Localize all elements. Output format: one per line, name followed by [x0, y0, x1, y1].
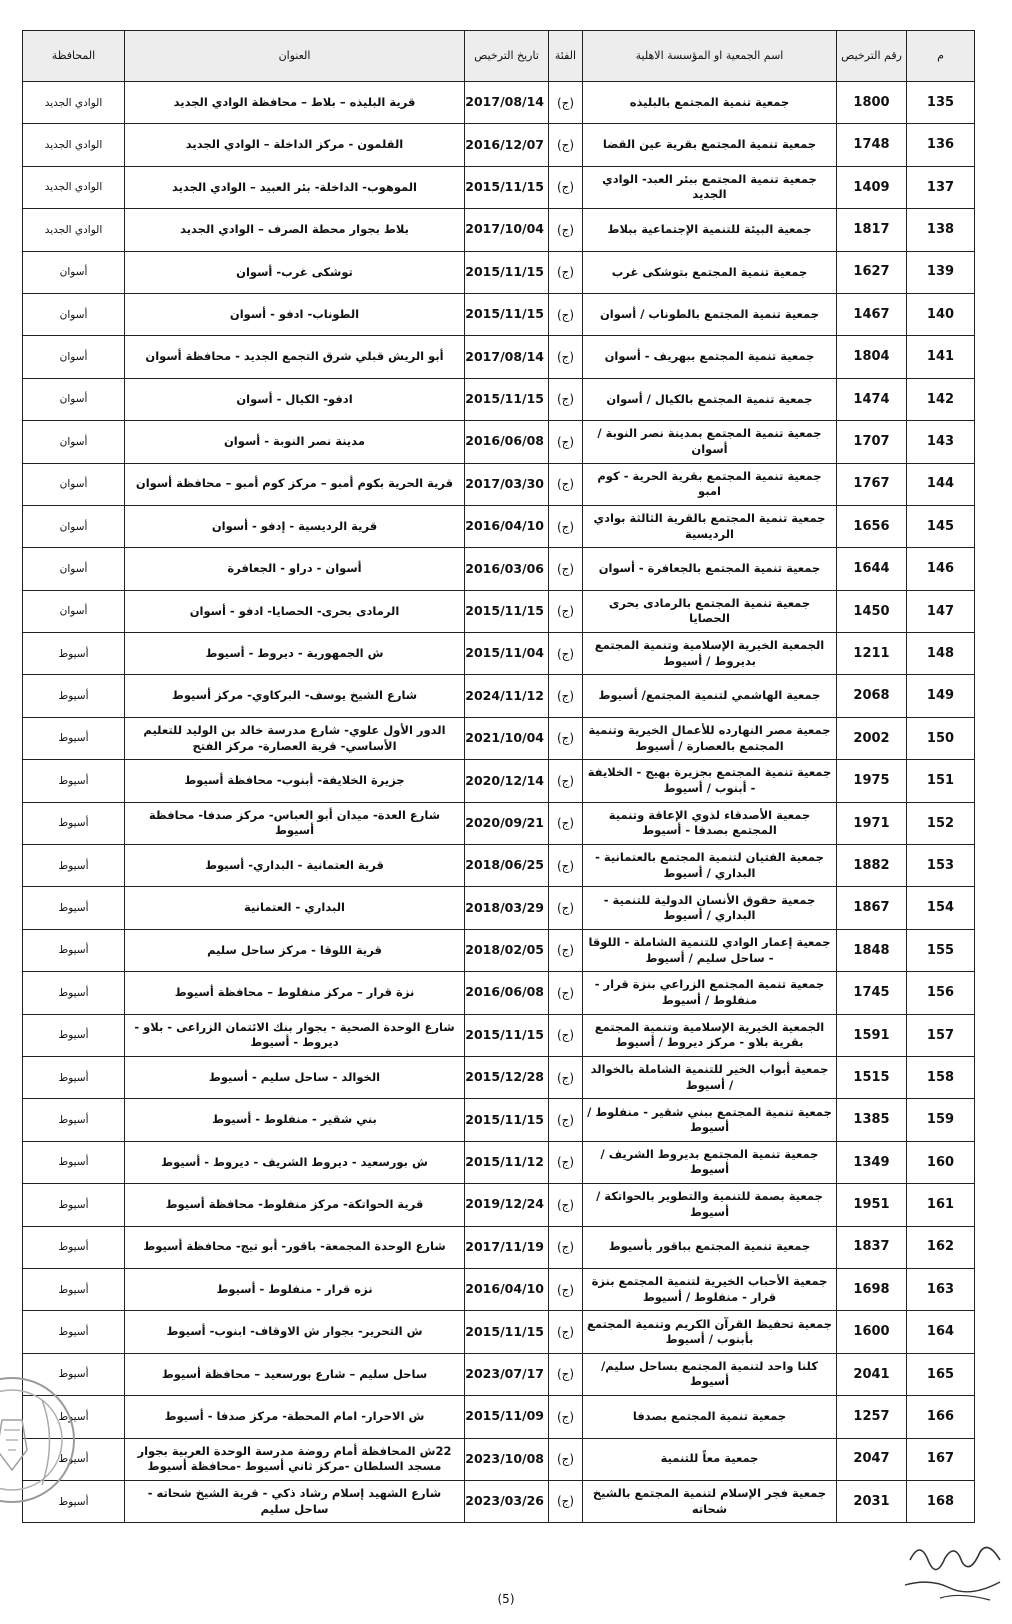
governorate-cell: أسيوط: [23, 1311, 125, 1353]
row-number-cell: 161: [907, 1184, 975, 1226]
license-number-cell: 1817: [837, 209, 907, 251]
address-cell: قرية العتمانية - البداري- أسيوط: [125, 845, 465, 887]
association-name-cell: جمعية تنمية المجتمع بمدينة نصر النوبة / أسوان: [583, 421, 837, 463]
header-governorate: المحافظة: [23, 31, 125, 82]
table-row: [23, 548, 975, 590]
license-date-cell: 2018/06/25: [465, 845, 549, 887]
association-name-cell: جمعية تنمية المجتمع ببني شقير - منفلوط / أسيوط: [583, 1099, 837, 1141]
table-row: [23, 1438, 975, 1480]
table-row: [23, 463, 975, 505]
category-cell: (ج): [549, 1141, 583, 1183]
governorate-cell: أسيوط: [23, 633, 125, 675]
header-num: م: [907, 31, 975, 82]
category-cell: (ج): [549, 124, 583, 166]
table-row: [23, 378, 975, 420]
license-number-cell: 1257: [837, 1396, 907, 1438]
row-number-cell: 153: [907, 845, 975, 887]
table-body: [23, 82, 975, 1523]
license-number-cell: 1804: [837, 336, 907, 378]
association-name-cell: جمعية تحفيظ القرآن الكريم وتنمية المجتمع بأبنوب / أسيوط: [583, 1311, 837, 1353]
row-number-cell: 164: [907, 1311, 975, 1353]
governorate-cell: أسوان: [23, 505, 125, 547]
governorate-cell: أسيوط: [23, 929, 125, 971]
license-date-cell: 2023/03/26: [465, 1480, 549, 1522]
row-number-cell: 165: [907, 1353, 975, 1395]
category-cell: (ج): [549, 1396, 583, 1438]
address-cell: قرية اللوقا - مركز ساحل سليم: [125, 929, 465, 971]
address-cell: 22ش المحافظة أمام روضة مدرسة الوحدة العربية بجوار مسجد السلطان -مركز ثاني أسيوط -محافظة أسيوط: [125, 1438, 465, 1480]
address-cell: الموهوب- الداخلة- بئر العبيد – الوادي الجديد: [125, 166, 465, 208]
association-name-cell: جمعية تنمية المجتمع بالرمادى بحرى الحصايا: [583, 590, 837, 632]
table-row: [23, 717, 975, 759]
association-name-cell: جمعية مصر النهارده للأعمال الخيرية وتنمية المجتمع بالعصارة / أسيوط: [583, 717, 837, 759]
governorate-cell: أسوان: [23, 548, 125, 590]
license-date-cell: 2015/11/15: [465, 251, 549, 293]
governorate-cell: أسوان: [23, 463, 125, 505]
address-cell: أسوان - دراو - الجعافرة: [125, 548, 465, 590]
table-row: [23, 1141, 975, 1183]
license-number-cell: 1971: [837, 802, 907, 844]
address-cell: شارع الوحدة المجمعة- باقور- أبو تيج- محافظة أسيوط: [125, 1226, 465, 1268]
license-number-cell: 1767: [837, 463, 907, 505]
category-cell: (ج): [549, 1226, 583, 1268]
category-cell: (ج): [549, 1099, 583, 1141]
category-cell: (ج): [549, 590, 583, 632]
license-number-cell: 1600: [837, 1311, 907, 1353]
address-cell: توشكى غرب- أسوان: [125, 251, 465, 293]
table-row: [23, 760, 975, 802]
table-row: [23, 505, 975, 547]
header-date: تاريخ الترخيص: [465, 31, 549, 82]
license-date-cell: 2017/08/14: [465, 336, 549, 378]
table-row: [23, 929, 975, 971]
row-number-cell: 150: [907, 717, 975, 759]
address-cell: الطوناب- ادفو - أسوان: [125, 293, 465, 335]
governorate-cell: أسيوط: [23, 1184, 125, 1226]
license-date-cell: 2015/11/15: [465, 378, 549, 420]
row-number-cell: 149: [907, 675, 975, 717]
page-number: (5): [497, 1592, 515, 1606]
license-number-cell: 1409: [837, 166, 907, 208]
table-row: [23, 845, 975, 887]
table-row: [23, 1353, 975, 1395]
license-date-cell: 2015/11/09: [465, 1396, 549, 1438]
license-number-cell: 1450: [837, 590, 907, 632]
license-number-cell: 2002: [837, 717, 907, 759]
address-cell: قرية الرديسية - إدفو - أسوان: [125, 505, 465, 547]
license-number-cell: 1848: [837, 929, 907, 971]
license-date-cell: 2015/11/12: [465, 1141, 549, 1183]
table-row: [23, 633, 975, 675]
row-number-cell: 157: [907, 1014, 975, 1056]
category-cell: (ج): [549, 675, 583, 717]
governorate-cell: أسيوط: [23, 887, 125, 929]
row-number-cell: 167: [907, 1438, 975, 1480]
header-category: الفئة: [549, 31, 583, 82]
association-name-cell: جمعية تنمية المجتمع بديروط الشريف / أسيوط: [583, 1141, 837, 1183]
governorate-cell: أسوان: [23, 251, 125, 293]
license-date-cell: 2015/11/15: [465, 1014, 549, 1056]
association-name-cell: جمعية إعمار الوادي للتنمية الشاملة - اللوقا - ساحل سليم / أسيوط: [583, 929, 837, 971]
table-row: [23, 802, 975, 844]
address-cell: بني شقير - منفلوط - أسيوط: [125, 1099, 465, 1141]
governorate-cell: الوادي الجديد: [23, 166, 125, 208]
row-number-cell: 158: [907, 1056, 975, 1098]
row-number-cell: 151: [907, 760, 975, 802]
license-number-cell: 1467: [837, 293, 907, 335]
category-cell: (ج): [549, 1014, 583, 1056]
license-number-cell: 1800: [837, 82, 907, 124]
row-number-cell: 147: [907, 590, 975, 632]
license-date-cell: 2016/03/06: [465, 548, 549, 590]
license-number-cell: 1591: [837, 1014, 907, 1056]
table-row: [23, 293, 975, 335]
license-date-cell: 2024/11/12: [465, 675, 549, 717]
association-name-cell: جمعية تنمية المجتمع بالقرية الثالثة بوادي الرديسية: [583, 505, 837, 547]
governorate-cell: أسوان: [23, 421, 125, 463]
table-row: [23, 1268, 975, 1310]
license-date-cell: 2023/07/17: [465, 1353, 549, 1395]
license-number-cell: 1867: [837, 887, 907, 929]
license-number-cell: 1515: [837, 1056, 907, 1098]
association-name-cell: الجمعية الخيرية الإسلامية وتنمية المجتمع بقرية بلاو - مركز ديروط / أسيوط: [583, 1014, 837, 1056]
row-number-cell: 154: [907, 887, 975, 929]
category-cell: (ج): [549, 633, 583, 675]
license-number-cell: 2031: [837, 1480, 907, 1522]
header-name: اسم الجمعية او المؤسسة الاهلية: [583, 31, 837, 82]
license-number-cell: 1349: [837, 1141, 907, 1183]
license-date-cell: 2021/10/04: [465, 717, 549, 759]
table-row: [23, 421, 975, 463]
row-number-cell: 168: [907, 1480, 975, 1522]
address-cell: نزه قرار - منفلوط - أسيوط: [125, 1268, 465, 1310]
association-name-cell: جمعية تنمية المجتمع ببئر العبد- الوادي الجديد: [583, 166, 837, 208]
association-name-cell: جمعية الهاشمي لتنمية المجتمع/ أسيوط: [583, 675, 837, 717]
address-cell: بلاط بجوار محطة الصرف – الوادي الجديد: [125, 209, 465, 251]
category-cell: (ج): [549, 760, 583, 802]
header-license-no: رقم الترخيص: [837, 31, 907, 82]
license-date-cell: 2015/11/15: [465, 590, 549, 632]
association-name-cell: جمعية تنمية المجتمع بتوشكى غرب: [583, 251, 837, 293]
association-name-cell: جمعية تنمية المجتمع بالجعافرة - أسوان: [583, 548, 837, 590]
category-cell: (ج): [549, 463, 583, 505]
license-date-cell: 2019/12/24: [465, 1184, 549, 1226]
license-date-cell: 2018/02/05: [465, 929, 549, 971]
governorate-cell: أسوان: [23, 293, 125, 335]
category-cell: (ج): [549, 1438, 583, 1480]
license-date-cell: 2015/11/15: [465, 293, 549, 335]
license-number-cell: 1656: [837, 505, 907, 547]
license-number-cell: 1627: [837, 251, 907, 293]
license-date-cell: 2016/04/10: [465, 1268, 549, 1310]
address-cell: نزة قرار – مركز منفلوط – محافظة أسيوط: [125, 972, 465, 1014]
official-stamp: [0, 1360, 82, 1520]
license-date-cell: 2017/08/14: [465, 82, 549, 124]
row-number-cell: 163: [907, 1268, 975, 1310]
association-name-cell: جمعية البيئة للتنمية الإجتماعية ببلاط: [583, 209, 837, 251]
category-cell: (ج): [549, 1056, 583, 1098]
association-name-cell: جمعية تنمية المجتمع بقرية الحرية - كوم امبو: [583, 463, 837, 505]
address-cell: ش الجمهورية - ديروط - أسيوط: [125, 633, 465, 675]
category-cell: (ج): [549, 972, 583, 1014]
governorate-cell: أسيوط: [23, 1056, 125, 1098]
license-date-cell: 2015/11/15: [465, 1311, 549, 1353]
category-cell: (ج): [549, 82, 583, 124]
table-row: [23, 166, 975, 208]
category-cell: (ج): [549, 293, 583, 335]
category-cell: (ج): [549, 802, 583, 844]
license-date-cell: 2016/06/08: [465, 972, 549, 1014]
association-name-cell: جمعية بصمة للتنمية والتطوير بالحواتكة / أسيوط: [583, 1184, 837, 1226]
governorate-cell: أسيوط: [23, 1226, 125, 1268]
category-cell: (ج): [549, 505, 583, 547]
table-row: [23, 1396, 975, 1438]
governorate-cell: أسيوط: [23, 760, 125, 802]
row-number-cell: 166: [907, 1396, 975, 1438]
license-date-cell: 2017/10/04: [465, 209, 549, 251]
row-number-cell: 152: [907, 802, 975, 844]
row-number-cell: 155: [907, 929, 975, 971]
license-number-cell: 1698: [837, 1268, 907, 1310]
category-cell: (ج): [549, 1480, 583, 1522]
table-row: [23, 1226, 975, 1268]
table-row: [23, 251, 975, 293]
address-cell: ش الاحرار- امام المحطة- مركز صدفا - أسيوط: [125, 1396, 465, 1438]
address-cell: القلمون - مركز الداخلة – الوادي الجديد: [125, 124, 465, 166]
table-row: [23, 1014, 975, 1056]
address-cell: ش بورسعيد - ديروط الشريف - ديروط - أسيوط: [125, 1141, 465, 1183]
association-name-cell: الجمعية الخيرية الإسلامية وتنمية المجتمع بديروط / أسيوط: [583, 633, 837, 675]
address-cell: أبو الريش قبلي شرق التجمع الجديد - محافظة أسوان: [125, 336, 465, 378]
license-number-cell: 1951: [837, 1184, 907, 1226]
address-cell: قرية الحرية بكوم أمبو – مركز كوم أمبو – محافظة أسوان: [125, 463, 465, 505]
license-number-cell: 1211: [837, 633, 907, 675]
license-number-cell: 1882: [837, 845, 907, 887]
governorate-cell: أسيوط: [23, 1480, 125, 1522]
license-date-cell: 2017/11/19: [465, 1226, 549, 1268]
registry-table: [22, 30, 975, 1523]
table-row: [23, 887, 975, 929]
association-name-cell: كلنا واحد لتنمية المجتمع بساحل سليم/ أسيوط: [583, 1353, 837, 1395]
license-number-cell: 1975: [837, 760, 907, 802]
address-cell: ش التحرير- بجوار ش الاوقاف- ابنوب- أسيوط: [125, 1311, 465, 1353]
governorate-cell: أسيوط: [23, 1268, 125, 1310]
association-name-cell: جمعية تنمية المجتمع بالبليذه: [583, 82, 837, 124]
address-cell: شارع الشيخ يوسف- البركاوي- مركز أسيوط: [125, 675, 465, 717]
association-name-cell: جمعية تنمية المجتمع بصدفا: [583, 1396, 837, 1438]
row-number-cell: 160: [907, 1141, 975, 1183]
row-number-cell: 144: [907, 463, 975, 505]
association-name-cell: جمعية فجر الإسلام لتنمية المجتمع بالشيخ شحاته: [583, 1480, 837, 1522]
governorate-cell: أسيوط: [23, 675, 125, 717]
table-row: [23, 1056, 975, 1098]
row-number-cell: 138: [907, 209, 975, 251]
governorate-cell: أسيوط: [23, 845, 125, 887]
address-cell: قرية البليذه – بلاط – محافظة الوادي الجديد: [125, 82, 465, 124]
association-name-cell: جمعية تنمية المجتمع بجزيرة بهيج - الخلايفة - أبنوب / أسيوط: [583, 760, 837, 802]
category-cell: (ج): [549, 1268, 583, 1310]
governorate-cell: أسيوط: [23, 802, 125, 844]
address-cell: ادفو- الكيال - أسوان: [125, 378, 465, 420]
license-date-cell: 2016/12/07: [465, 124, 549, 166]
table-row: [23, 209, 975, 251]
table-row: [23, 972, 975, 1014]
category-cell: (ج): [549, 845, 583, 887]
governorate-cell: أسوان: [23, 336, 125, 378]
license-date-cell: 2020/09/21: [465, 802, 549, 844]
category-cell: (ج): [549, 251, 583, 293]
row-number-cell: 136: [907, 124, 975, 166]
license-date-cell: 2015/11/15: [465, 166, 549, 208]
address-cell: البداري - العتمانية: [125, 887, 465, 929]
governorate-cell: أسيوط: [23, 1099, 125, 1141]
table-row: [23, 82, 975, 124]
governorate-cell: أسيوط: [23, 717, 125, 759]
table-row: [23, 1099, 975, 1141]
association-name-cell: جمعية حقوق الأنسان الدولية للتنمية - البداري / أسيوط: [583, 887, 837, 929]
association-name-cell: جمعية الأحباب الخيرية لتنمية المجتمع بنزة قرار - منفلوط / أسيوط: [583, 1268, 837, 1310]
address-cell: قرية الحواتكة- مركز منفلوط- محافظة أسيوط: [125, 1184, 465, 1226]
category-cell: (ج): [549, 887, 583, 929]
association-name-cell: جمعية تنمية المجتمع بالكيال / أسوان: [583, 378, 837, 420]
row-number-cell: 148: [907, 633, 975, 675]
license-number-cell: 2068: [837, 675, 907, 717]
table-row: [23, 675, 975, 717]
address-cell: ساحل سليم – شارع بورسعيد – محافظة أسيوط: [125, 1353, 465, 1395]
header-address: العنوان: [125, 31, 465, 82]
association-name-cell: جمعية تنمية المجتمع الزراعي بنزة قرار - منفلوط / أسيوط: [583, 972, 837, 1014]
association-name-cell: جمعية تنمية المجتمع بالطوناب / أسوان: [583, 293, 837, 335]
license-number-cell: 1385: [837, 1099, 907, 1141]
license-number-cell: 1707: [837, 421, 907, 463]
association-name-cell: جمعية أبواب الخير للتنمية الشاملة بالخوالد / أسيوط: [583, 1056, 837, 1098]
row-number-cell: 156: [907, 972, 975, 1014]
governorate-cell: أسيوط: [23, 1141, 125, 1183]
association-name-cell: جمعية الفتيان لتنمية المجتمع بالعتمانية - البداري / أسيوط: [583, 845, 837, 887]
license-number-cell: 2047: [837, 1438, 907, 1480]
category-cell: (ج): [549, 717, 583, 759]
license-number-cell: 1474: [837, 378, 907, 420]
governorate-cell: أسيوط: [23, 972, 125, 1014]
license-date-cell: 2015/11/04: [465, 633, 549, 675]
row-number-cell: 135: [907, 82, 975, 124]
table-row: [23, 1480, 975, 1522]
category-cell: (ج): [549, 336, 583, 378]
governorate-cell: الوادي الجديد: [23, 82, 125, 124]
row-number-cell: 146: [907, 548, 975, 590]
governorate-cell: الوادي الجديد: [23, 124, 125, 166]
license-number-cell: 1837: [837, 1226, 907, 1268]
license-date-cell: 2016/06/08: [465, 421, 549, 463]
address-cell: شارع العدة- ميدان أبو العباس- مركز صدفا- محافظة أسيوط: [125, 802, 465, 844]
governorate-cell: أسيوط: [23, 1438, 125, 1480]
table-row: [23, 590, 975, 632]
governorate-cell: أسيوط: [23, 1396, 125, 1438]
license-number-cell: 2041: [837, 1353, 907, 1395]
table-row: [23, 1184, 975, 1226]
row-number-cell: 140: [907, 293, 975, 335]
governorate-cell: أسوان: [23, 378, 125, 420]
category-cell: (ج): [549, 548, 583, 590]
category-cell: (ج): [549, 1353, 583, 1395]
license-number-cell: 1745: [837, 972, 907, 1014]
category-cell: (ج): [549, 209, 583, 251]
category-cell: (ج): [549, 1184, 583, 1226]
association-name-cell: جمعية تنمية المجتمع بباقور بأسيوط: [583, 1226, 837, 1268]
license-date-cell: 2017/03/30: [465, 463, 549, 505]
license-date-cell: 2016/04/10: [465, 505, 549, 547]
governorate-cell: أسيوط: [23, 1353, 125, 1395]
association-name-cell: جمعية معاً للتنمية: [583, 1438, 837, 1480]
row-number-cell: 159: [907, 1099, 975, 1141]
address-cell: الرمادى بحرى- الحصايا- ادفو - أسوان: [125, 590, 465, 632]
row-number-cell: 162: [907, 1226, 975, 1268]
row-number-cell: 142: [907, 378, 975, 420]
license-number-cell: 1748: [837, 124, 907, 166]
address-cell: الخوالد - ساحل سليم - أسيوط: [125, 1056, 465, 1098]
governorate-cell: الوادي الجديد: [23, 209, 125, 251]
association-name-cell: جمعية تنمية المجتمع ببهريف - أسوان: [583, 336, 837, 378]
license-number-cell: 1644: [837, 548, 907, 590]
association-name-cell: جمعية تنمية المجتمع بقرية عين القضا: [583, 124, 837, 166]
address-cell: شارع الوحدة الصحية - بجوار بنك الائتمان الزراعى - بلاو - ديروط - أسيوط: [125, 1014, 465, 1056]
address-cell: شارع الشهيد إسلام رشاد ذكي - قرية الشيخ شحاته - ساحل سليم: [125, 1480, 465, 1522]
license-date-cell: 2020/12/14: [465, 760, 549, 802]
row-number-cell: 137: [907, 166, 975, 208]
row-number-cell: 141: [907, 336, 975, 378]
category-cell: (ج): [549, 1311, 583, 1353]
license-date-cell: 2015/11/15: [465, 1099, 549, 1141]
category-cell: (ج): [549, 929, 583, 971]
license-date-cell: 2015/12/28: [465, 1056, 549, 1098]
license-date-cell: 2023/10/08: [465, 1438, 549, 1480]
table-row: [23, 1311, 975, 1353]
row-number-cell: 143: [907, 421, 975, 463]
address-cell: مدينة نصر النوبة - أسوان: [125, 421, 465, 463]
table-row: [23, 124, 975, 166]
address-cell: الدور الأول علوي- شارع مدرسة خالد بن الوليد للتعليم الأساسي- قرية العصارة- مركز الفتح: [125, 717, 465, 759]
category-cell: (ج): [549, 378, 583, 420]
table-row: [23, 336, 975, 378]
category-cell: (ج): [549, 166, 583, 208]
category-cell: (ج): [549, 421, 583, 463]
license-date-cell: 2018/03/29: [465, 887, 549, 929]
row-number-cell: 145: [907, 505, 975, 547]
address-cell: جزيرة الخلايفة- أبنوب- محافظة أسيوط: [125, 760, 465, 802]
header-row: [23, 31, 975, 82]
association-name-cell: جمعية الأصدقاء لذوي الإعاقة وتنمية المجتمع بصدفا - أسيوط: [583, 802, 837, 844]
governorate-cell: أسيوط: [23, 1014, 125, 1056]
row-number-cell: 139: [907, 251, 975, 293]
governorate-cell: أسوان: [23, 590, 125, 632]
